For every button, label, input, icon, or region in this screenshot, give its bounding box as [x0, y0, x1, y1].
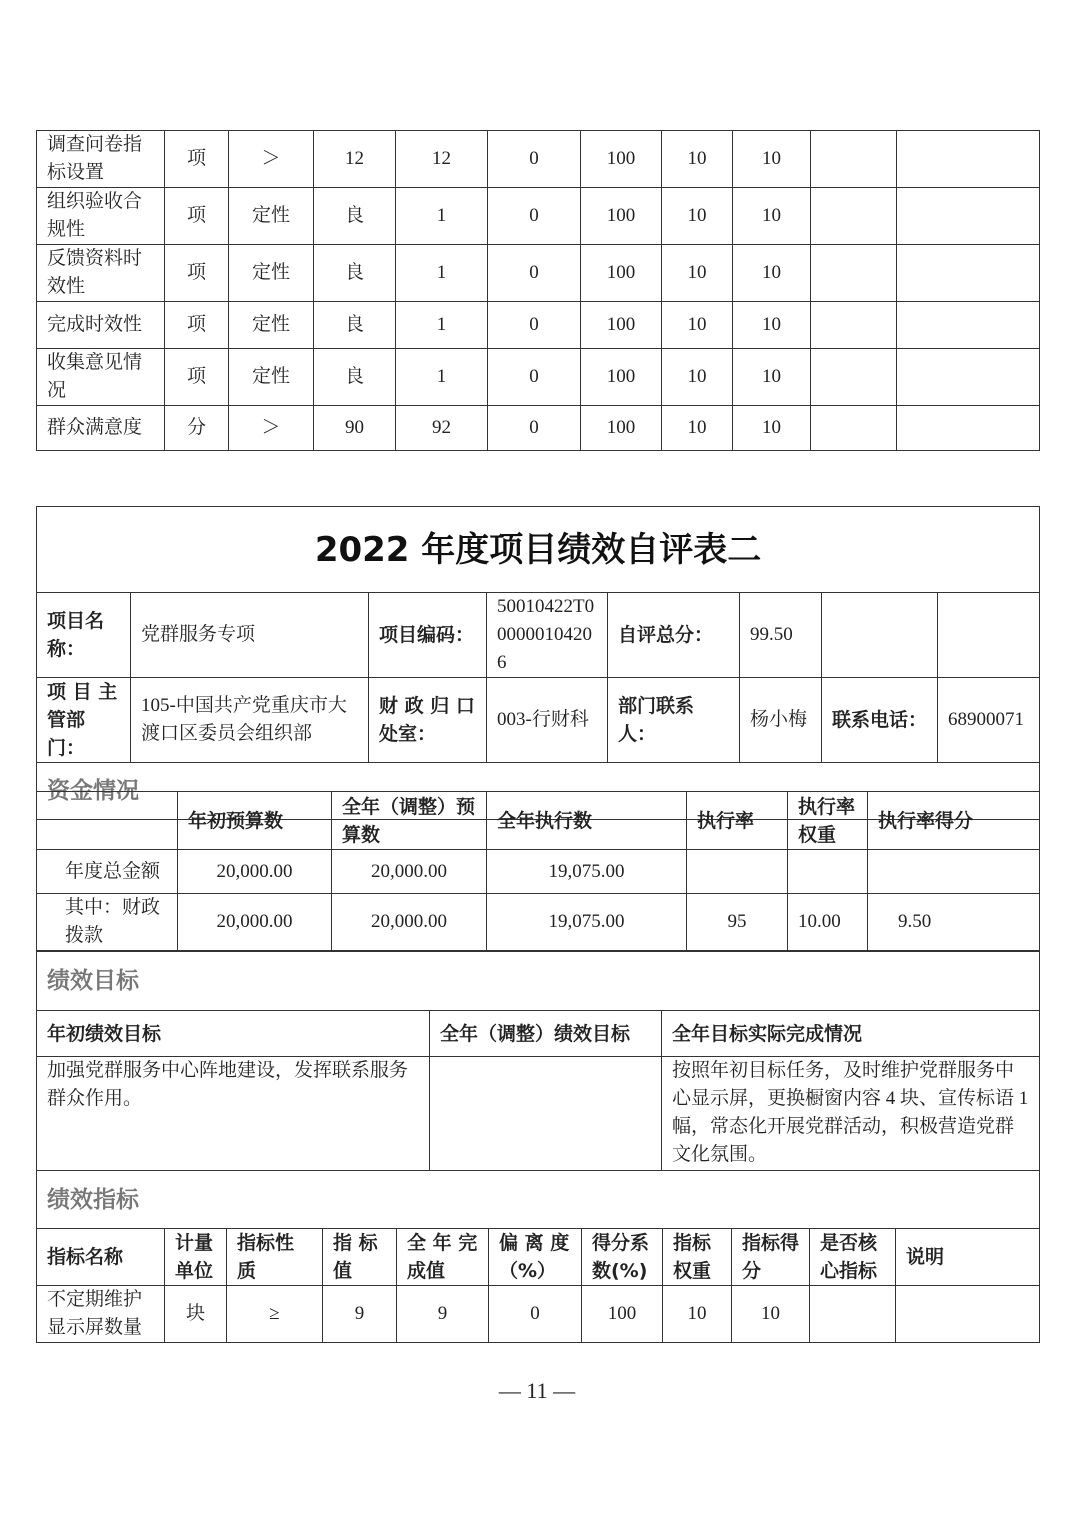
funds-adjusted: 20,000.00: [332, 894, 487, 951]
note-cell: [897, 131, 1040, 188]
note-cell: [897, 188, 1040, 245]
table-row: [37, 406, 1040, 451]
indicator-name: 组织验收合规性: [37, 188, 165, 245]
goals-header-actual: 全年目标实际完成情况: [662, 1011, 1040, 1057]
deviation-cell: 0: [488, 349, 581, 406]
funds-header-executed: 全年执行数: [487, 792, 687, 850]
indicator-name: 完成时效性: [37, 302, 165, 349]
ind-header-coefficient: 得分系数(%): [582, 1229, 663, 1286]
self-evaluation-form: [36, 506, 1040, 820]
note-cell: [897, 349, 1040, 406]
unit-cell: 项: [165, 302, 229, 349]
table-row: [37, 302, 1040, 349]
score-cell: 10: [732, 1286, 810, 1343]
dept-value: 105-中国共产党重庆市大渡口区委员会组织部: [131, 678, 369, 763]
nature-cell: ＞: [229, 406, 314, 451]
nature-cell: ≥: [227, 1286, 323, 1343]
funds-score: 9.50: [868, 894, 1040, 951]
score-cell: 10: [733, 406, 811, 451]
finance-value: 003-行财科: [487, 678, 608, 763]
ind-header-unit: 计量单位: [165, 1229, 227, 1286]
unit-cell: 分: [165, 406, 229, 451]
contact-label: 部门联系人：: [608, 678, 740, 763]
contact-value: 杨小梅: [740, 678, 822, 763]
unit-cell: 项: [165, 188, 229, 245]
ind-header-core: 是否核心指标: [810, 1229, 896, 1286]
deviation-cell: 0: [489, 1286, 582, 1343]
unit-cell: 项: [165, 245, 229, 302]
ind-header-nature: 指标性质: [227, 1229, 323, 1286]
ind-header-weight: 指标权重: [663, 1229, 732, 1286]
target-cell: 良: [314, 188, 396, 245]
indicator-name: 调查问卷指标设置: [37, 131, 165, 188]
core-cell: [811, 406, 897, 451]
deviation-cell: 0: [488, 302, 581, 349]
indicator-name: 反馈资料时效性: [37, 245, 165, 302]
weight-cell: 10: [662, 406, 733, 451]
indicator-name: 收集意见情况: [37, 349, 165, 406]
unit-cell: 项: [165, 349, 229, 406]
funds-budget: 20,000.00: [178, 850, 332, 894]
nature-cell: 定性: [229, 188, 314, 245]
goal-actual-text: 按照年初目标任务，及时维护党群服务中心显示屏，更换橱窗内容 4 块、宣传标语 1 幅，常态化开展党群活动，积极营造党群文化氛围。: [662, 1057, 1040, 1171]
funds-adjusted: 20,000.00: [332, 850, 487, 894]
indicators-table: [36, 1228, 1040, 1343]
ind-header-deviation: 偏 离 度（%）: [489, 1229, 582, 1286]
finance-label: 财 政 归 口处室：: [369, 678, 487, 763]
core-cell: [811, 131, 897, 188]
target-cell: 良: [314, 302, 396, 349]
ind-header-name: 指标名称: [37, 1229, 165, 1286]
indicators-section-heading: 绩效指标: [37, 1171, 1040, 1229]
actual-cell: 9: [397, 1286, 489, 1343]
top-indicator-table: [36, 130, 1040, 451]
weight-cell: 10: [662, 245, 733, 302]
funds-header-adjusted: 全年（调整）预算数: [332, 792, 487, 850]
deviation-cell: 0: [488, 245, 581, 302]
funds-row-label: 其中：财政拨款: [37, 894, 178, 951]
core-cell: [811, 349, 897, 406]
table-row: [37, 349, 1040, 406]
funds-rate: [687, 850, 788, 894]
funds-executed: 19,075.00: [487, 894, 687, 951]
funds-executed: 19,075.00: [487, 850, 687, 894]
funds-budget: 20,000.00: [178, 894, 332, 951]
funds-header-budget: 年初预算数: [178, 792, 332, 850]
goal-initial-text: 加强党群服务中心阵地建设，发挥联系服务群众作用。: [37, 1057, 430, 1171]
weight-cell: 10: [662, 188, 733, 245]
funds-table: [36, 791, 1040, 951]
funds-header-score: 执行率得分: [868, 792, 1040, 850]
deviation-cell: 0: [488, 406, 581, 451]
target-cell: 良: [314, 245, 396, 302]
ind-header-target: 指 标 值: [323, 1229, 397, 1286]
target-cell: 12: [314, 131, 396, 188]
actual-cell: 1: [396, 245, 488, 302]
note-cell: [897, 245, 1040, 302]
blank-cell: [938, 593, 1040, 678]
unit-cell: 块: [165, 1286, 227, 1343]
table-row: [37, 245, 1040, 302]
table-row: [37, 894, 1040, 951]
goals-section-heading: 绩效目标: [37, 952, 1040, 1011]
weight-cell: 10: [663, 1286, 732, 1343]
note-cell: [897, 302, 1040, 349]
score-cell: 10: [733, 188, 811, 245]
table-row: [37, 850, 1040, 894]
nature-cell: 定性: [229, 349, 314, 406]
deviation-cell: 0: [488, 131, 581, 188]
self-score-label: 自评总分：: [608, 593, 740, 678]
note-cell: [897, 406, 1040, 451]
ind-header-actual: 全 年 完成值: [397, 1229, 489, 1286]
table-row: [37, 1286, 1040, 1343]
core-cell: [811, 302, 897, 349]
goals-header-initial: 年初绩效目标: [37, 1011, 430, 1057]
coefficient-cell: 100: [581, 302, 662, 349]
actual-cell: 1: [396, 188, 488, 245]
goal-adjusted-text: [430, 1057, 662, 1171]
goals-header-adjusted: 全年（调整）绩效目标: [430, 1011, 662, 1057]
form-title: 2022 年度项目绩效自评表二: [37, 507, 1040, 593]
actual-cell: 1: [396, 302, 488, 349]
weight-cell: 10: [662, 302, 733, 349]
unit-cell: 项: [165, 131, 229, 188]
deviation-cell: 0: [488, 188, 581, 245]
project-code: 50010422T000000104206: [487, 593, 608, 678]
funds-row-label: 年度总金额: [37, 850, 178, 894]
target-cell: 90: [314, 406, 396, 451]
core-cell: [810, 1286, 896, 1343]
coefficient-cell: 100: [581, 245, 662, 302]
funds-header-rate: 执行率: [687, 792, 788, 850]
actual-cell: 1: [396, 349, 488, 406]
goals-table: [36, 951, 1040, 1229]
target-cell: 良: [314, 349, 396, 406]
actual-cell: 12: [396, 131, 488, 188]
weight-cell: 10: [662, 349, 733, 406]
target-cell: 9: [323, 1286, 397, 1343]
core-cell: [811, 188, 897, 245]
actual-cell: 92: [396, 406, 488, 451]
coefficient-cell: 100: [581, 349, 662, 406]
funds-weight: 10.00: [788, 894, 868, 951]
ind-header-score: 指标得分: [732, 1229, 810, 1286]
nature-cell: ＞: [229, 131, 314, 188]
coefficient-cell: 100: [581, 131, 662, 188]
core-cell: [811, 245, 897, 302]
nature-cell: 定性: [229, 302, 314, 349]
funds-weight: [788, 850, 868, 894]
score-cell: 10: [733, 245, 811, 302]
indicator-name: 群众满意度: [37, 406, 165, 451]
indicator-name: 不定期维护显示屏数量: [37, 1286, 165, 1343]
funds-section-heading: 资金情况: [37, 763, 1040, 820]
ind-header-note: 说明: [896, 1229, 1040, 1286]
project-name: 党群服务专项: [131, 593, 369, 678]
project-code-label: 项目编码：: [369, 593, 487, 678]
phone-label: 联系电话：: [822, 678, 938, 763]
coefficient-cell: 100: [581, 406, 662, 451]
table-row: [37, 131, 1040, 188]
coefficient-cell: 100: [582, 1286, 663, 1343]
coefficient-cell: 100: [581, 188, 662, 245]
nature-cell: 定性: [229, 245, 314, 302]
self-score: 99.50: [740, 593, 822, 678]
dept-label: 项 目 主管部门：: [37, 678, 131, 763]
project-name-label: 项目名称：: [37, 593, 131, 678]
note-cell: [896, 1286, 1040, 1343]
weight-cell: 10: [662, 131, 733, 188]
page-number: — 11 —: [498, 1378, 576, 1403]
score-cell: 10: [733, 131, 811, 188]
funds-score: [868, 850, 1040, 894]
phone-value: 68900071: [938, 678, 1040, 763]
score-cell: 10: [733, 349, 811, 406]
funds-header-blank: [37, 792, 178, 850]
blank-cell: [822, 593, 938, 678]
funds-header-weight: 执行率权重: [788, 792, 868, 850]
funds-rate: 95: [687, 894, 788, 951]
score-cell: 10: [733, 302, 811, 349]
table-row: [37, 188, 1040, 245]
